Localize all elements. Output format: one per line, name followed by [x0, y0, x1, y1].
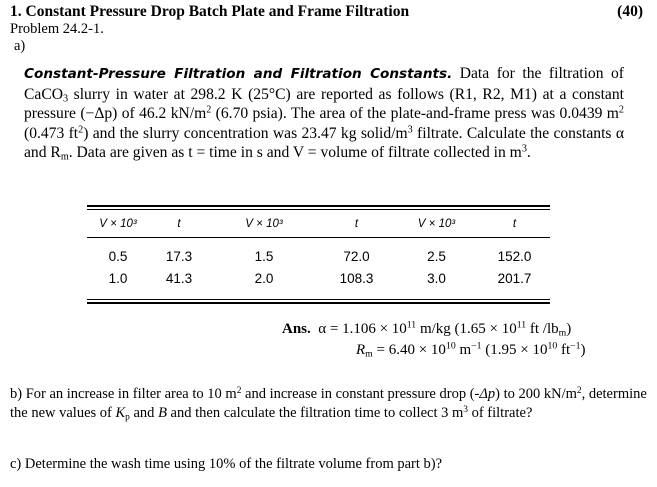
answer-exponent: −1: [570, 340, 581, 352]
excerpt-text: (0.473 ft: [24, 124, 79, 142]
excerpt-superscript: 2: [618, 104, 624, 116]
answer-text: ft: [557, 342, 571, 358]
answer-text: = 6.40 × 10: [372, 342, 446, 358]
answer-text: m: [455, 342, 472, 358]
table-cell: 1.0: [108, 270, 128, 286]
question-superscript: 2: [236, 385, 242, 396]
column-header: V × 10³: [417, 218, 456, 230]
table-cell: 152.0: [497, 248, 532, 264]
question-text: and increase in constant pressure drop (-: [241, 386, 480, 402]
table-row: [87, 245, 550, 267]
answer-exponent: −1: [471, 340, 482, 352]
answer-subscript: m: [558, 327, 567, 339]
table-top-rule: [87, 205, 550, 207]
column-header: t: [354, 218, 359, 230]
excerpt-superscript: 3: [521, 143, 527, 155]
excerpt-text: (6.70 psia). The area of the plate-and-frame press was 0.0439 m: [211, 105, 619, 123]
column-header: V × 10³: [99, 218, 137, 230]
part-a-label: a): [14, 38, 26, 54]
column-header: t: [512, 218, 517, 230]
table-row: [87, 267, 550, 289]
table-cell: 108.3: [339, 270, 374, 286]
table-bottom-rule-thin: [87, 299, 550, 300]
table-cell: 3.0: [427, 270, 446, 286]
excerpt-superscript: 2: [78, 124, 84, 136]
excerpt-text: filtrate. Calculate the constants α and R: [24, 124, 625, 162]
table-cell: 72.0: [343, 248, 370, 264]
answer-rm: [356, 342, 586, 359]
excerpt-subscript: 3: [62, 93, 69, 105]
filtration-data-table: [87, 213, 550, 289]
question-text: and: [129, 404, 159, 421]
column-header: t: [177, 218, 181, 230]
question-text: of filtrate?: [467, 404, 533, 421]
excerpt-text: slurry in water at 298.2 K (25°C) are reported as follows (R1, R2, M1) at a constant pressure (−Δp) of 46.2 kN/m: [24, 85, 624, 123]
table-cell: 2.0: [254, 270, 274, 286]
problem-title: 1. Constant Pressure Drop Batch Plate and Frame Filtration: [10, 3, 410, 20]
question-text: ) to 200 kN/m: [495, 386, 577, 402]
excerpt-text: . Data are given as t = time in s and V = volume of filtrate collected in m: [68, 144, 522, 162]
question-italic: Δp: [479, 386, 496, 402]
textbook-excerpt: [24, 64, 624, 163]
question-italic: B: [158, 404, 167, 421]
part-b-question: [10, 385, 650, 422]
answer-text: (1.95 × 10: [481, 342, 548, 358]
question-text: , determine the new values of: [10, 386, 647, 421]
answer-exponent: 11: [516, 319, 527, 331]
answer-text: ): [566, 321, 572, 337]
question-superscript: 3: [463, 404, 468, 415]
excerpt-text: .: [526, 144, 531, 162]
excerpt-superscript: 3: [407, 124, 413, 136]
answer-text: ft /lb: [526, 321, 559, 337]
table-bottom-rule: [87, 302, 550, 304]
table-cell: 2.5: [427, 248, 446, 264]
answer-text: R: [356, 342, 366, 358]
answer-alpha: [282, 321, 571, 338]
question-italic: K: [115, 404, 126, 421]
table-cell: 201.7: [497, 270, 532, 286]
table-cell: 41.3: [165, 270, 193, 286]
excerpt-heading: Constant-Pressure Filtration and Filtration Constants.: [24, 66, 453, 82]
excerpt-subscript: m: [60, 151, 69, 163]
question-text: b) For an increase in filter area to 10 m: [10, 386, 237, 402]
problem-reference: Problem 24.2-1.: [10, 21, 104, 37]
table-cell: 0.5: [108, 248, 128, 264]
answer-subscript: m: [365, 348, 373, 360]
points-label: (40): [617, 3, 643, 20]
column-header: V × 10³: [245, 218, 283, 230]
answer-exponent: 10: [445, 340, 456, 352]
table-top-rule-thin: [87, 209, 550, 210]
answer-exponent: 10: [547, 340, 558, 352]
excerpt-text: Data for the filtration of CaCO: [24, 65, 624, 103]
answer-label: Ans.: [282, 321, 311, 337]
answer-text: m/kg (1.65 × 10: [416, 321, 517, 337]
table-cell: 1.5: [254, 248, 274, 264]
excerpt-superscript: 2: [206, 104, 212, 116]
table-cell: 17.3: [165, 248, 193, 264]
excerpt-text: ) and the slurry concentration was 23.47 kg solid/m: [83, 124, 408, 142]
answer-text: α = 1.106 × 10: [318, 321, 407, 337]
question-subscript: p: [125, 411, 130, 422]
question-superscript: 2: [576, 385, 582, 396]
table-header-row: [87, 213, 550, 235]
question-text: and then calculate the filtration time to collect 3 m: [166, 404, 464, 421]
part-c-question: c) Determine the wash time using 10% of the filtrate volume from part b)?: [10, 456, 443, 472]
answer-exponent: 11: [406, 319, 417, 331]
answer-text: ): [580, 342, 586, 358]
